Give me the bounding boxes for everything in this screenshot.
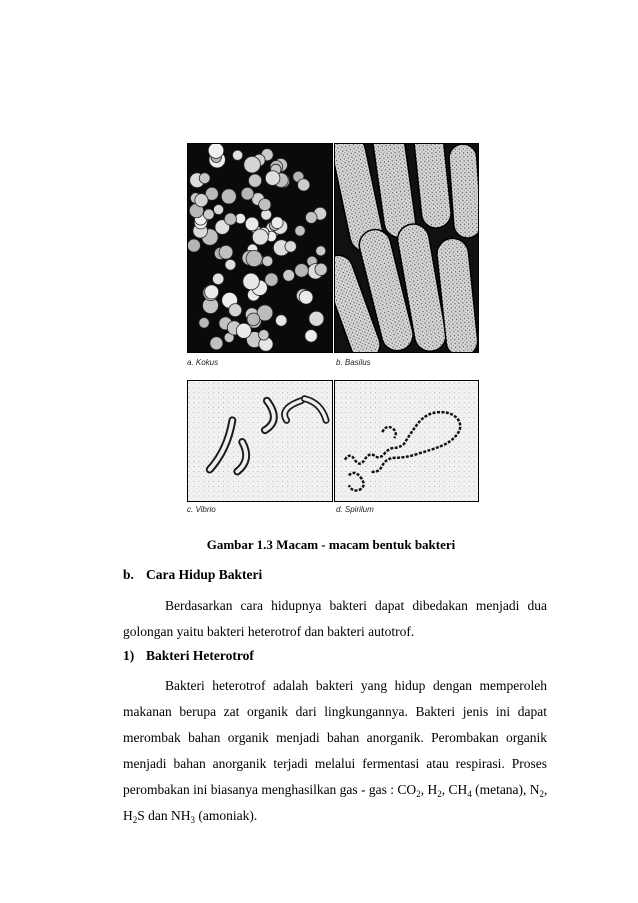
vibrio-micrograph bbox=[187, 380, 333, 502]
paragraph-line: menjadi bahan anorganik terjadi melalui fermentasi atau respirasi. Proses bbox=[123, 756, 547, 771]
spirillum-micrograph bbox=[334, 380, 479, 502]
paragraph-line: golongan yaitu bakteri heterotrof dan bakteri autotrof. bbox=[123, 624, 415, 639]
bacillus-micrograph bbox=[334, 143, 479, 353]
paragraph-line: Berdasarkan cara hidupnya bakteri dapat dibedakan menjadi dua bbox=[165, 598, 547, 613]
gas-list-last-line: $H_2S$ dan $NH_3$ (amoniak). bbox=[123, 808, 258, 825]
paragraph-line: Bakteri heterotrof adalah bakteri yang hidup dengan memperoleh bbox=[165, 678, 547, 693]
paragraph-line: merombak bahan organik menjadi bahan anorganik. Perombakan organik bbox=[123, 730, 547, 745]
figure-caption: Gambar 1.3 Macam - macam bentuk bakteri bbox=[206, 537, 456, 552]
panel-label-kokus: a. Kokus bbox=[187, 358, 219, 367]
section-heading-cara-hidup: b. Cara Hidup Bakteri bbox=[123, 567, 263, 582]
gas-list-line: perombakan ini biasanya menghasilkan gas - gas : $CO_2$, $H_2$, $CH_4$ (metana), $N_2$, bbox=[123, 782, 548, 799]
bacteria-shapes-figure bbox=[183, 141, 483, 521]
panel-label-vibrio: c. Vibrio bbox=[187, 505, 216, 514]
subsection-heading-heterotrof: 1) Bakteri Heterotrof bbox=[123, 648, 254, 663]
panel-label-spirilum: d. Spirilum bbox=[336, 505, 374, 514]
coccus-micrograph bbox=[187, 143, 333, 353]
paragraph-line: makanan berupa zat organik dari lingkungannya. Bakteri jenis ini dapat bbox=[123, 704, 547, 719]
panel-label-basilus: b. Basilus bbox=[336, 358, 371, 367]
